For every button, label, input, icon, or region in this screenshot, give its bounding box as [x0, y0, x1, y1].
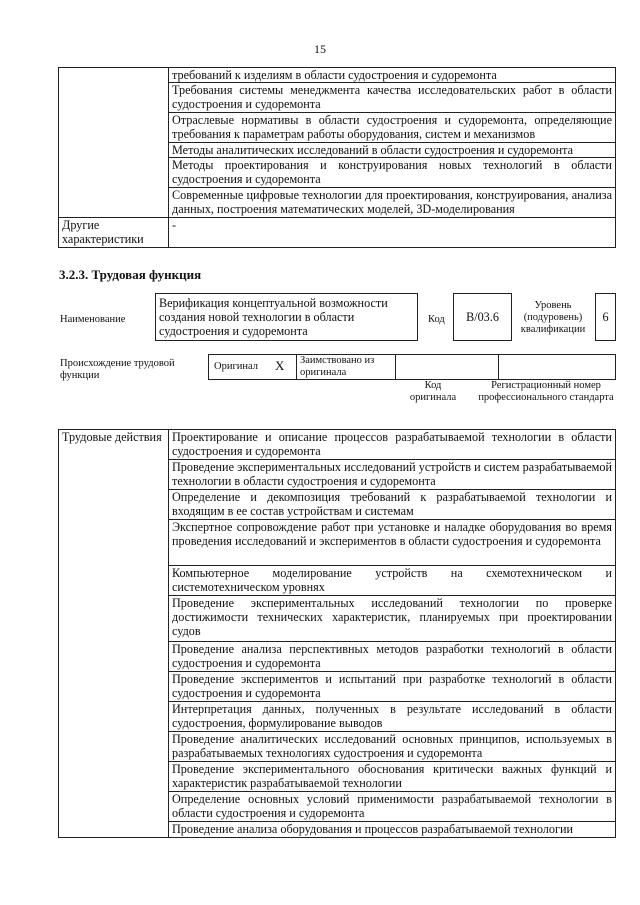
table-row: требований к изделиям в области судостроения и судоремонта — [169, 68, 616, 83]
table-left-empty-cell — [59, 68, 169, 218]
level-value: 6 — [602, 310, 609, 324]
function-name: Верификация концептуальной возможности создания новой технологии в области судостроения и судоремонта — [159, 296, 388, 338]
labor-actions-label: Трудовые действия — [59, 430, 169, 838]
origin-label: Происхождение трудовой функции — [60, 358, 175, 381]
origin-divider — [395, 354, 396, 379]
name-label: Наименование — [60, 314, 126, 325]
original-label: Оригинал — [214, 361, 258, 372]
table-row: Проведение анализа перспективных методов разработки технологий в области судостроения и судоремонта — [169, 642, 616, 672]
table-row: Экспертное сопровождение работ при установке и наладке оборудования во время проведения исследований и экспериментов в области судостроения и судоремонта — [169, 520, 616, 566]
reg-number-caption: Регистрационный номер профессионального стандарта — [478, 380, 614, 403]
origin-box — [208, 354, 616, 380]
table-row: Проведение анализа оборудования и процессов разрабатываемой технологии — [169, 822, 616, 838]
table-row: Проектирование и описание процессов разрабатываемой технологии в области судостроения и судоремонта — [169, 430, 616, 460]
table-row: Проведение экспериментов и испытаний при разработке технологий в области судостроения и судоремонта — [169, 672, 616, 702]
page-number: 15 — [314, 42, 326, 56]
original-mark: X — [275, 358, 285, 373]
other-characteristics-value: - — [169, 218, 616, 248]
table-row: Определение основных условий применимости разрабатываемой технологии в области судостроения и судоремонта — [169, 792, 616, 822]
code-value: В/03.6 — [466, 310, 499, 324]
table-row: Методы аналитических исследований в области судостроения и судоремонта — [169, 143, 616, 158]
table-row: Проведение аналитических исследований основных принципов, используемых в разрабатываемых технологиях судостроения и судоремонта — [169, 732, 616, 762]
name-value-box — [155, 293, 418, 341]
level-value-box — [595, 293, 616, 341]
level-label: Уровень (подуровень) квалификации — [520, 300, 586, 335]
other-characteristics-label: Другие характеристики — [59, 218, 169, 248]
table-row: Проведение экспериментальных исследований устройств и систем разрабатываемой технологии в области судостроения и судоремонта — [169, 460, 616, 490]
table-row: Определение и декомпозиция требований к разрабатываемой технологии и входящим в ее состав устройствам и системам — [169, 490, 616, 520]
table-row: Требования системы менеджмента качества исследовательских работ в области судостроения и судоремонта — [169, 83, 616, 113]
section-heading: 3.2.3. Трудовая функция — [59, 267, 202, 282]
table-row: Современные цифровые технологии для проектирования, конструирования, анализа данных, построения математических моделей, 3D-моделирования — [169, 188, 616, 218]
knowledge-continuation-table — [58, 67, 616, 248]
origin-divider — [296, 354, 297, 379]
code-value-box — [453, 293, 512, 341]
origin-divider — [498, 354, 499, 379]
origin-code-caption: Код оригинала — [409, 380, 457, 403]
table-row: Интерпретация данных, полученных в результате исследований в области судостроения, формулирование выводов — [169, 702, 616, 732]
table-row: Методы проектирования и конструирования новых технологий в области судостроения и судоремонта — [169, 158, 616, 188]
table-row: Отраслевые нормативы в области судостроения и судоремонта, определяющие требования к параметрам работы оборудования, систем и механизмов — [169, 113, 616, 143]
table-row: Проведение экспериментального обоснования критически важных функций и характеристик разрабатываемой технологии — [169, 762, 616, 792]
table-row: Компьютерное моделирование устройств на схемотехническом и системотехническом уровнях — [169, 566, 616, 596]
table-row: Проведение экспериментальных исследований технологии по проверке достижимости технических характеристик, планируемых при проектировании судов — [169, 596, 616, 642]
code-label: Код — [428, 314, 445, 325]
labor-actions-table — [58, 429, 616, 838]
borrowed-label: Заимствовано из оригинала — [300, 355, 375, 378]
